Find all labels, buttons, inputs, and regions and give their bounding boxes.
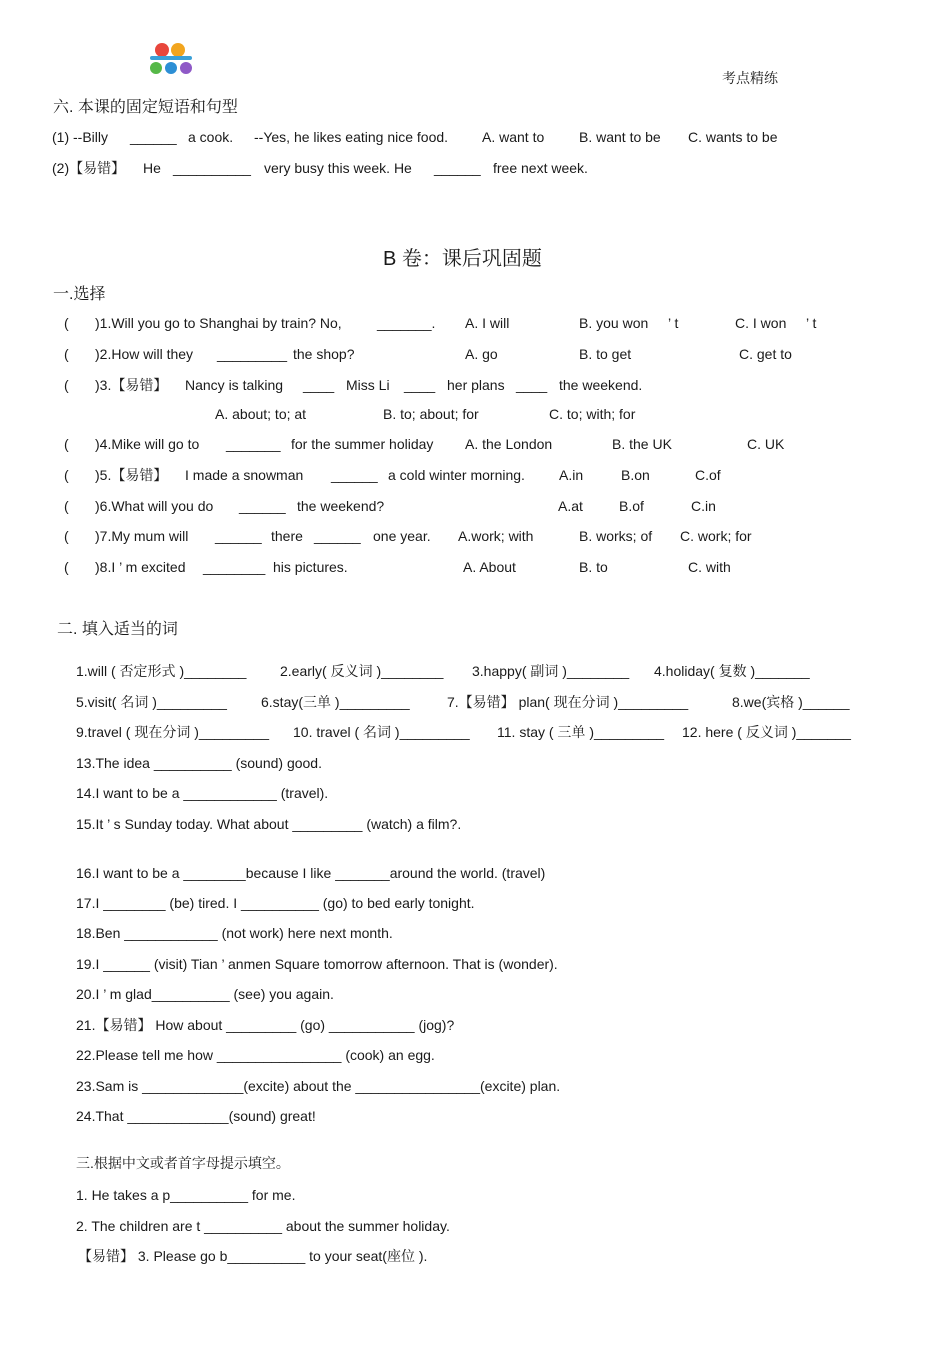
option-b: B. the UK: [612, 436, 672, 452]
question-row: [0, 465, 950, 485]
q-number: (1) --Billy: [52, 129, 108, 145]
question-row: [0, 526, 950, 546]
paren: (: [64, 559, 69, 575]
q-text: free next week.: [493, 160, 588, 176]
part-b-title: B 卷：课后巩固题: [383, 248, 542, 270]
blank: _______.: [377, 315, 436, 331]
section1-title: 一.选择: [53, 286, 106, 303]
paren: (: [64, 346, 69, 362]
q-text: the weekend.: [559, 377, 643, 393]
q-text: )4.Mike will go to: [95, 436, 200, 452]
options-row: [0, 404, 950, 424]
fill-row: [0, 661, 950, 681]
option-b: B. works; of: [579, 528, 653, 544]
q-text: )7.My mum will: [95, 528, 189, 544]
fill-line: 19.I ______ (visit) Tian ’ anmen Square tomorrow afternoon. That is (wonder).: [76, 956, 558, 972]
q-text: his pictures.: [273, 559, 348, 575]
blank: _________: [217, 346, 288, 362]
question-row: [0, 496, 950, 516]
option-c: C.in: [691, 498, 716, 514]
option-a: A.at: [558, 498, 583, 514]
option-b: B. want to be: [579, 129, 661, 145]
blank: ____: [516, 377, 548, 393]
section6-q2: [0, 158, 950, 178]
fill-item: 10. travel ( 名词 )_________: [293, 724, 470, 740]
paren: (: [64, 528, 69, 544]
paren: (: [64, 377, 69, 393]
hint-line: 2. The children are t __________ about the summer holiday.: [76, 1218, 450, 1234]
q-text: the weekend?: [297, 498, 385, 514]
blank: __________: [173, 160, 251, 176]
fill-line: 15.It ’ s Sunday today. What about _________ (watch) a film?.: [76, 816, 462, 832]
fill-item: 5.visit( 名词 )_________: [76, 694, 227, 710]
fill-item: 9.travel ( 现在分词 )_________: [76, 724, 269, 740]
fill-line: 22.Please tell me how ________________ (cook) an egg.: [76, 1047, 435, 1063]
q-text: for the summer holiday: [291, 436, 434, 452]
fill-line: 21.【易错】 How about _________ (go) ___________ (jog)?: [76, 1017, 455, 1033]
q-number: (2)【易错】: [52, 160, 126, 176]
option-c: C. wants to be: [688, 129, 778, 145]
fill-line: 20.I ’ m glad__________ (see) you again.: [76, 986, 334, 1002]
section2-title: 二. 填入适当的词: [57, 621, 178, 638]
fill-line: 16.I want to be a ________because I like _______around the world. (travel): [76, 865, 546, 881]
q-text: a cold winter morning.: [388, 467, 525, 483]
fill-item: 11. stay ( 三单 )_________: [497, 724, 665, 740]
q-text: )8.I ’ m excited: [95, 559, 186, 575]
blank: ____: [404, 377, 436, 393]
option-c: C. work; for: [680, 528, 752, 544]
fill-item: 4.holiday( 复数 )_______: [654, 663, 810, 679]
option-a: A. I will: [465, 315, 510, 331]
option-a: A.in: [559, 467, 584, 483]
question-row: [0, 344, 950, 364]
blank: ______: [314, 528, 361, 544]
blank: ______: [331, 467, 378, 483]
option-a: A.work; with: [458, 528, 534, 544]
q-text: Nancy is talking: [185, 377, 284, 393]
fill-item: 2.early( 反义词 )________: [280, 663, 444, 679]
hint-line: 【易错】 3. Please go b__________ to your seat(座位 ).: [78, 1248, 428, 1264]
fill-item: 6.stay(三单 )_________: [261, 694, 410, 710]
option-b-suffix: ’ t: [668, 315, 679, 331]
blank: ________: [203, 559, 266, 575]
fill-line: 18.Ben ____________ (not work) here next month.: [76, 925, 393, 941]
fill-item: 12. here ( 反义词 )_______: [682, 724, 851, 740]
option-a: A. go: [465, 346, 498, 362]
paren: (: [64, 467, 69, 483]
option-b: B.on: [621, 467, 650, 483]
fill-line: 13.The idea __________ (sound) good.: [76, 755, 322, 771]
question-row: [0, 434, 950, 454]
q-text: the shop?: [293, 346, 355, 362]
header-right-text: 考点精练: [722, 70, 778, 86]
option-b: B. to get: [579, 346, 632, 362]
fill-item: 1.will ( 否定形式 )________: [76, 663, 247, 679]
option-c: C. get to: [739, 346, 792, 362]
fill-item: 3.happy( 副词 )________: [472, 663, 630, 679]
q-text: there: [271, 528, 303, 544]
option-c: C.of: [695, 467, 721, 483]
blank: ______: [434, 160, 481, 176]
option-a: A. About: [463, 559, 516, 575]
section6-title: 六. 本课的固定短语和句型: [53, 99, 238, 116]
fill-item: 8.we(宾格 )______: [732, 694, 850, 710]
blank: ______: [130, 129, 177, 145]
q-text: )3.【易错】: [95, 377, 168, 393]
option-c: C. with: [688, 559, 731, 575]
option-c: C. UK: [747, 436, 785, 452]
option-a: A. want to: [482, 129, 545, 145]
option-b: B.of: [619, 498, 644, 514]
fill-item: 7.【易错】 plan( 现在分词 )_________: [447, 694, 689, 710]
q-text: )6.What will you do: [95, 498, 214, 514]
fill-line: 23.Sam is _____________(excite) about the ________________(excite) plan.: [76, 1078, 561, 1094]
q-text: He: [143, 160, 161, 176]
q-text: )1.Will you go to Shanghai by train? No,: [95, 315, 342, 331]
blank: ______: [215, 528, 262, 544]
section6-q1: [0, 127, 950, 147]
q-text: her plans: [447, 377, 505, 393]
fill-line: 17.I ________ (be) tired. I __________ (go) to bed early tonight.: [76, 895, 475, 911]
option-c: C. I won: [735, 315, 787, 331]
q-text: I made a snowman: [185, 467, 304, 483]
paren: (: [64, 498, 69, 514]
q-text: --Yes, he likes eating nice food.: [254, 129, 449, 145]
q-text: )5.【易错】: [95, 467, 168, 483]
option-a: A. the London: [465, 436, 553, 452]
section3-title: 三.根据中文或者首字母提示填空。: [76, 1155, 290, 1171]
fill-line: 24.That _____________(sound) great!: [76, 1108, 316, 1124]
q-text: Miss Li: [346, 377, 390, 393]
blank: _______: [226, 436, 281, 452]
option-c-suffix: ’ t: [806, 315, 817, 331]
fill-row: [0, 692, 950, 712]
paren: (: [64, 315, 69, 331]
question-row: [0, 375, 950, 395]
question-row: [0, 557, 950, 577]
paren: (: [64, 436, 69, 452]
option-b: B. to; about; for: [383, 406, 479, 422]
question-row: [0, 313, 950, 333]
blank: ______: [239, 498, 286, 514]
fill-line: 14.I want to be a ____________ (travel).: [76, 785, 329, 801]
option-b: B. you won: [579, 315, 649, 331]
q-text: one year.: [373, 528, 431, 544]
q-text: a cook.: [188, 129, 234, 145]
hint-line: 1. He takes a p__________ for me.: [76, 1187, 296, 1203]
fill-row: [0, 722, 950, 742]
logo-image: [142, 38, 200, 80]
q-text: )2.How will they: [95, 346, 194, 362]
q-text: very busy this week. He: [264, 160, 412, 176]
option-c: C. to; with; for: [549, 406, 636, 422]
option-b: B. to: [579, 559, 608, 575]
blank: ____: [303, 377, 335, 393]
option-a: A. about; to; at: [215, 406, 307, 422]
